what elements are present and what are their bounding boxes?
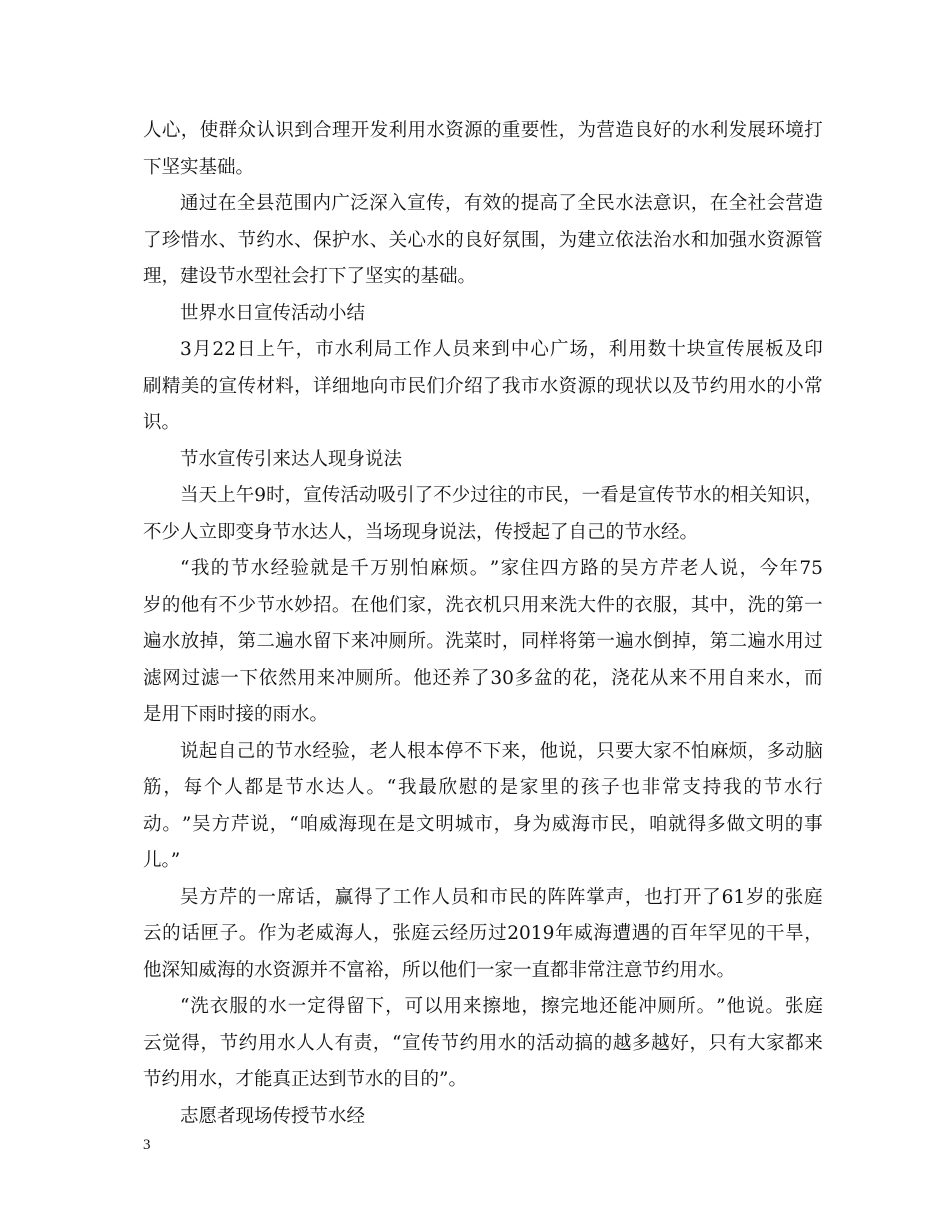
page-number: 3 <box>143 1137 151 1153</box>
text-line: 世界水日宣传活动小结 <box>180 302 366 324</box>
text-line: 云 的 话 匣 子 。 作 为 老 威 海 人 ， 张 庭 云 经 历 过 2019 年 威 海 遭 遇 的 百 年 罕 见 的 干 旱 ， <box>143 923 823 944</box>
text-line: 节水宣传引来达人现身说法 <box>180 448 403 470</box>
document-body <box>143 113 823 1135</box>
text-line: 滤 网 过 滤 一 下 依 然 用 来 冲 厕 所 。 他 还 养 了 30 多 盆 的 花 ， 浇 花 从 来 不 用 自 来 水 ， 而 <box>143 667 823 689</box>
text-line: 人 心 ， 使 群 众 认 识 到 合 理 开 发 利 用 水 资 源 的 重 要 性 ， 为 营 造 良 好 的 水 利 发 展 环 境 打 <box>143 120 823 141</box>
text-line: 理，建设节水型社会打下了坚实的基础。 <box>143 266 477 287</box>
text-line: “ 洗 衣 服 的 水 一 定 得 留 下 ， 可 以 用 来 擦 地 ， 擦 完 地 还 能 冲 厕 所 。 ” 他 说 。 张 庭 <box>180 996 823 1017</box>
text-line: 他深知威海的水资源并不富裕，所以他们一家一直都非常注意节约用水。 <box>143 959 736 981</box>
text-line: 节约用水，才能真正达到节水的目的”。 <box>143 1069 467 1090</box>
text-line: 遍 水 放 掉 ， 第 二 遍 水 留 下 来 冲 厕 所 。 洗 菜 时 ， 同 样 将 第 一 遍 水 倒 掉 ， 第 二 遍 水 用 过 <box>143 631 823 652</box>
text-line: 刷 精 美 的 宣 传 材 料 ， 详 细 地 向 市 民 们 介 绍 了 我 市 水 资 源 的 现 状 以 及 节 约 用 水 的 小 常 <box>143 375 823 397</box>
text-line: 是用下雨时接的雨水。 <box>143 704 329 725</box>
text-line: 吴 方 芹 的 一 席 话 ， 赢 得 了 工 作 人 员 和 市 民 的 阵 阵 掌 声 ， 也 打 开 了 61 岁 的 张 庭 <box>180 886 823 908</box>
text-line: 儿。” <box>143 850 181 871</box>
text-line: 志愿者现场传授节水经 <box>180 1105 366 1127</box>
text-line: 动 。 ” 吴 方 芹 说 ， “ 咱 威 海 现 在 是 文 明 城 市 ， 身 为 威 海 市 民 ， 咱 就 得 多 做 文 明 的 事 <box>143 813 823 835</box>
text-line: 当 天 上 午 9 时 ， 宣 传 活 动 吸 引 了 不 少 过 往 的 市 民 ， 一 看 是 宣 传 节 水 的 相 关 知 识 ， <box>180 485 823 506</box>
text-line: 下坚实基础。 <box>143 156 255 178</box>
text-line: 筋 ， 每 个 人 都 是 节 水 达 人 。 “ 我 最 欣 慰 的 是 家 里 的 孩 子 也 非 常 支 持 我 的 节 水 行 <box>143 777 823 798</box>
text-line: 不少人立即变身节水达人，当场现身说法，传授起了自己的节水经。 <box>143 521 699 543</box>
text-line: 3 月 22 日 上 午 ， 市 水 利 局 工 作 人 员 来 到 中 心 广 场 ， 利 用 数 十 块 宣 传 展 板 及 印 <box>180 339 823 360</box>
text-line: 通 过 在 全 县 范 围 内 广 泛 深 入 宣 传 ， 有 效 的 提 高 了 全 民 水 法 意 识 ， 在 全 社 会 营 造 <box>180 193 823 214</box>
text-line: 了 珍 惜 水 、 节 约 水 、 保 护 水 、 关 心 水 的 良 好 氛 围 ， 为 建 立 依 法 治 水 和 加 强 水 资 源 管 <box>143 229 823 251</box>
text-line: “ 我 的 节 水 经 验 就 是 千 万 别 怕 麻 烦 。 ” 家 住 四 方 路 的 吴 方 芹 老 人 说 ， 今 年 75 <box>180 558 823 579</box>
text-line: 识。 <box>143 412 181 433</box>
text-line: 岁 的 他 有 不 少 节 水 妙 招 。 在 他 们 家 ， 洗 衣 机 只 用 来 洗 大 件 的 衣 服 ， 其 中 ， 洗 的 第 一 <box>143 594 823 616</box>
text-line: 说 起 自 己 的 节 水 经 验 ， 老 人 根 本 停 不 下 来 ， 他 说 ， 只 要 大 家 不 怕 麻 烦 ， 多 动 脑 <box>180 740 823 762</box>
text-line: 云 觉 得 ， 节 约 用 水 人 人 有 责 ， “ 宣 传 节 约 用 水 的 活 动 搞 的 越 多 越 好 ， 只 有 大 家 都 来 <box>143 1032 823 1054</box>
